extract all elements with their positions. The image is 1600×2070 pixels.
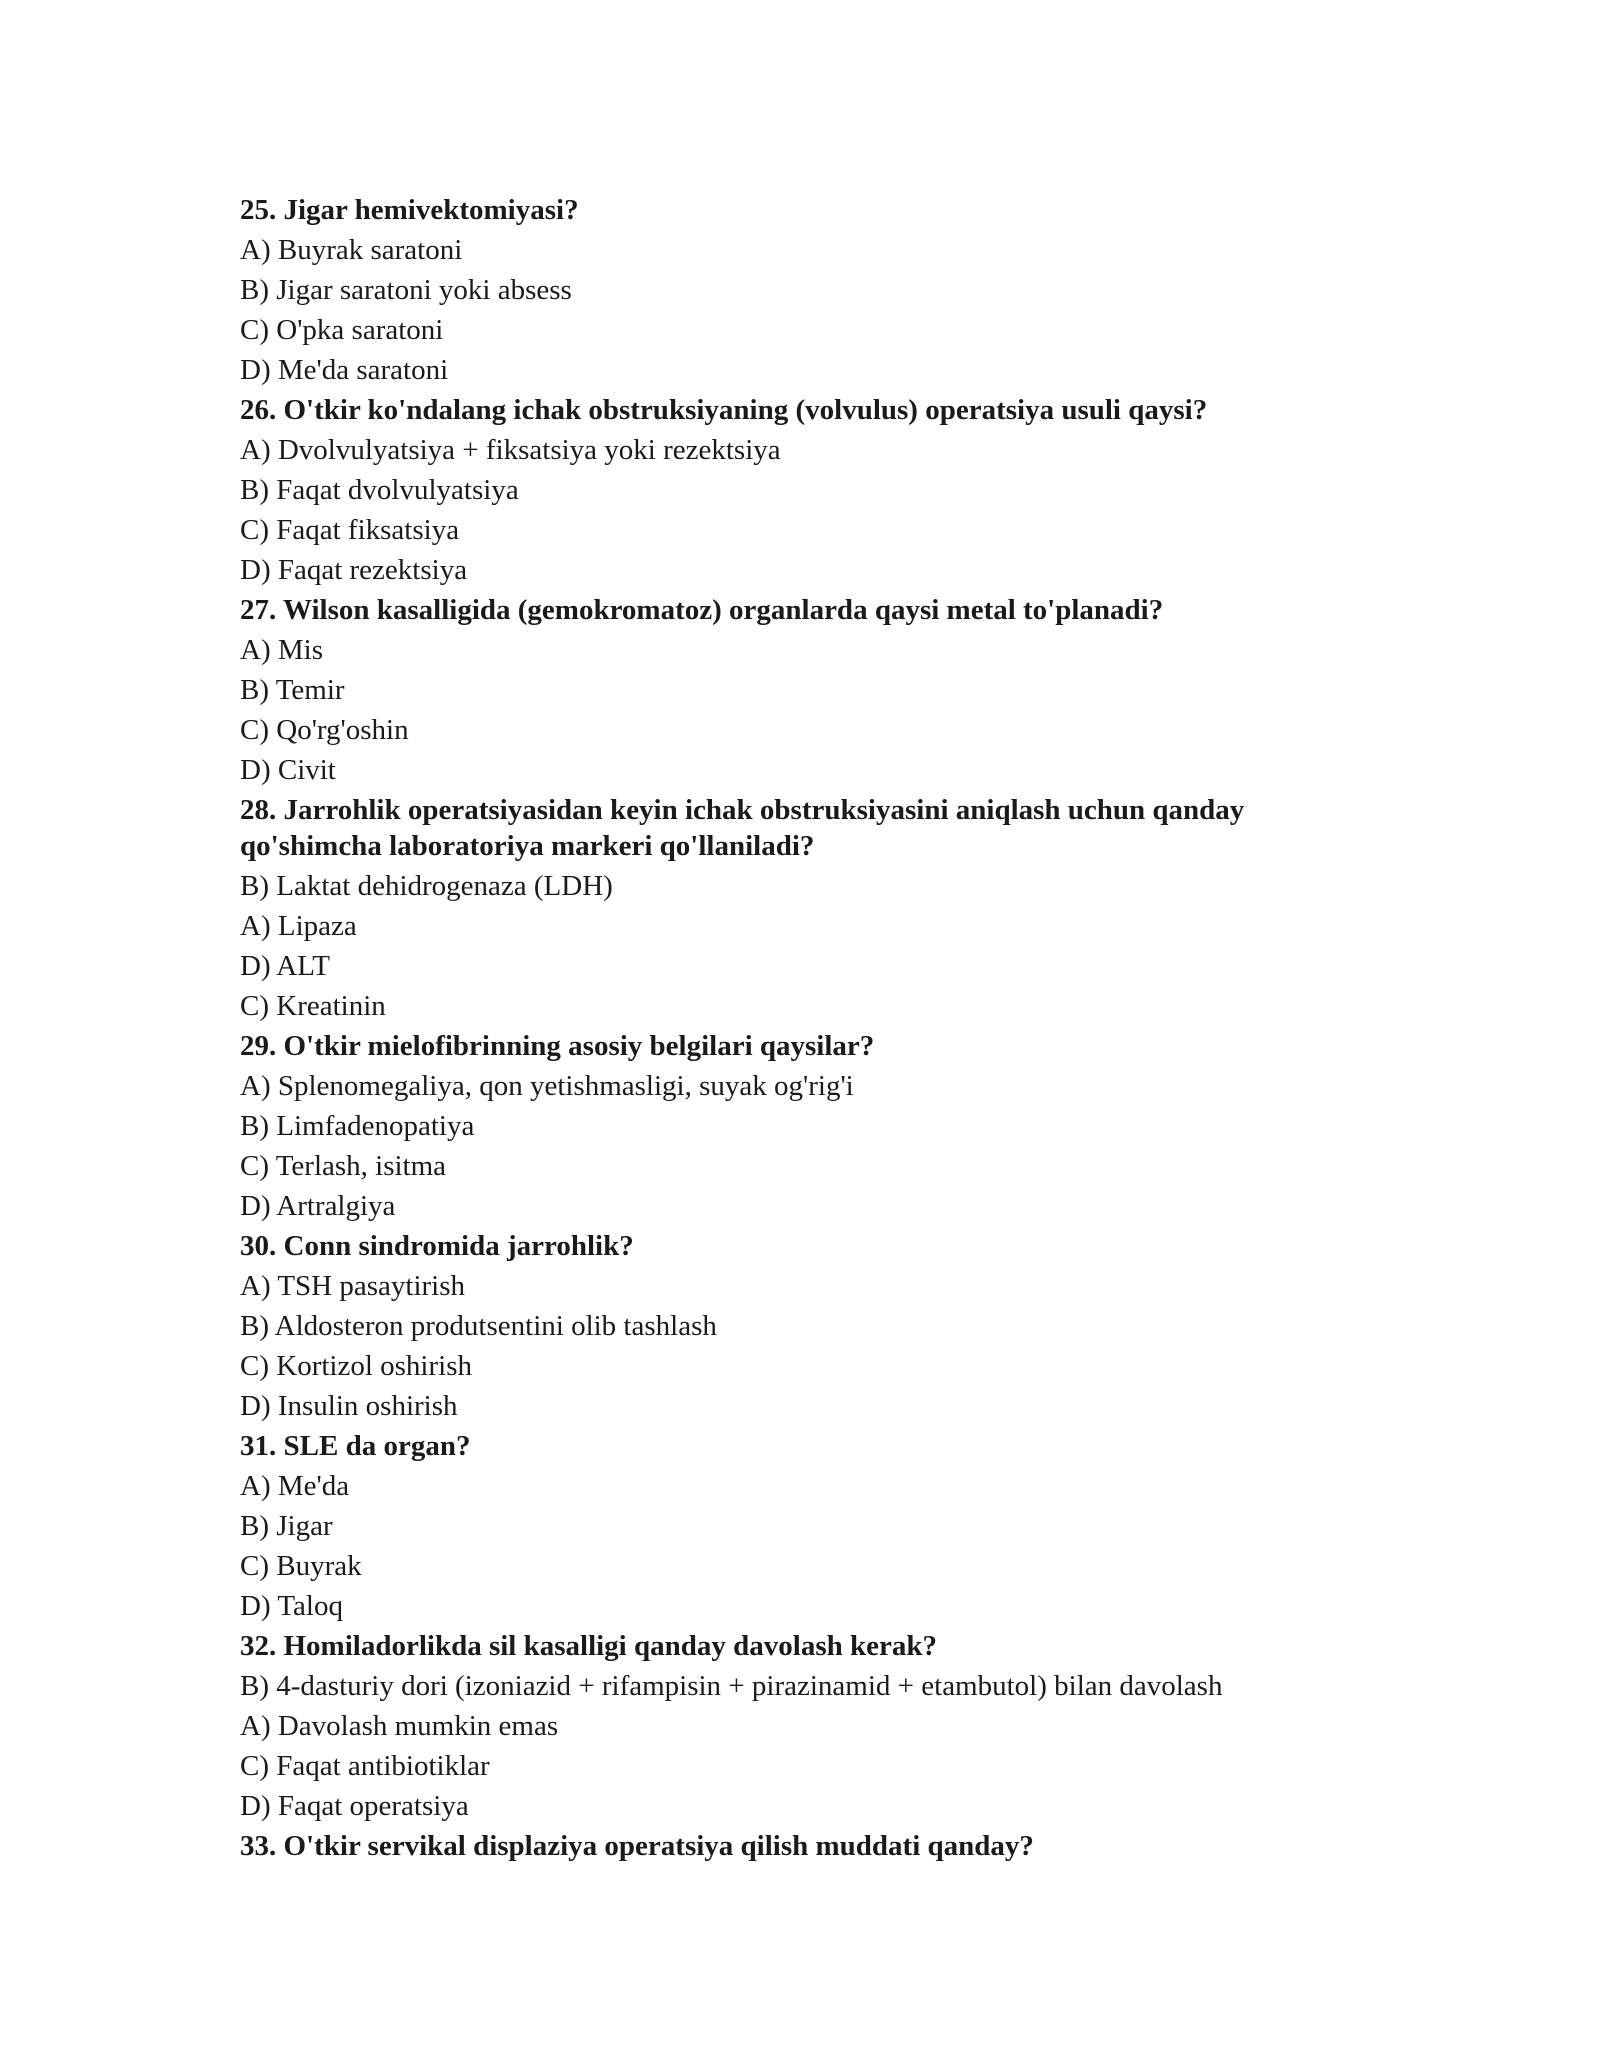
question-block-29 [240, 1026, 1390, 1226]
answer-option: D) Insulin oshirish [240, 1390, 458, 1422]
answer-option: B) Faqat dvolvulyatsiya [240, 474, 519, 506]
question-block-31 [240, 1426, 1390, 1626]
answer-option: C) Faqat antibiotiklar [240, 1750, 490, 1782]
answer-option: D) ALT [240, 950, 330, 982]
answer-option: D) Civit [240, 754, 336, 786]
question-title: 33. O'tkir servikal displaziya operatsiya qilish muddati qanday? [240, 1830, 1034, 1862]
question-block-26 [240, 390, 1390, 590]
answer-option: B) 4-dasturiy dori (izoniazid + rifampisin + pirazinamid + etambutol) bilan davolash [240, 1670, 1223, 1702]
question-title: 30. Conn sindromida jarrohlik? [240, 1230, 634, 1262]
answer-option: A) Davolash mumkin emas [240, 1710, 559, 1742]
question-block-28 [240, 790, 1390, 1026]
answer-option: A) Buyrak saratoni [240, 234, 463, 266]
question-block-30 [240, 1226, 1390, 1426]
question-title: 27. Wilson kasalligida (gemokromatoz) organlarda qaysi metal to'planadi? [240, 594, 1164, 626]
question-title: 28. Jarrohlik operatsiyasidan keyin ichak obstruksiyasini aniqlash uchun qanday qo'shimcha laboratoriya markeri qo'llaniladi? [240, 794, 1245, 862]
answer-option: A) TSH pasaytirish [240, 1270, 466, 1302]
question-title: 32. Homiladorlikda sil kasalligi qanday davolash kerak? [240, 1630, 937, 1662]
question-title: 25. Jigar hemivektomiyasi? [240, 194, 579, 226]
answer-option: B) Jigar saratoni yoki absess [240, 274, 572, 306]
question-title: 29. O'tkir mielofibrinning asosiy belgilari qaysilar? [240, 1030, 875, 1062]
answer-option: D) Taloq [240, 1590, 343, 1622]
answer-option: D) Me'da saratoni [240, 354, 449, 386]
answer-option: A) Mis [240, 634, 323, 666]
answer-option: A) Me'da [240, 1470, 350, 1502]
answer-option: C) O'pka saratoni [240, 314, 444, 346]
answer-option: D) Artralgiya [240, 1190, 396, 1222]
answer-option: B) Limfadenopatiya [240, 1110, 475, 1142]
answer-option: D) Faqat rezektsiya [240, 554, 468, 586]
answer-option: C) Kreatinin [240, 990, 386, 1022]
answer-option: C) Buyrak [240, 1550, 362, 1582]
answer-option: B) Aldosteron produtsentini olib tashlash [240, 1310, 717, 1342]
answer-option: A) Splenomegaliya, qon yetishmasligi, suyak og'rig'i [240, 1070, 854, 1102]
question-title: 31. SLE da organ? [240, 1430, 471, 1462]
question-block-25 [240, 190, 1390, 390]
question-block-27 [240, 590, 1390, 790]
question-block-33 [240, 1826, 1390, 1866]
answer-option: C) Faqat fiksatsiya [240, 514, 460, 546]
answer-option: A) Dvolvulyatsiya + fiksatsiya yoki rezektsiya [240, 434, 781, 466]
answer-option: B) Laktat dehidrogenaza (LDH) [240, 870, 613, 902]
question-block-32 [240, 1626, 1390, 1826]
question-title: 26. O'tkir ko'ndalang ichak obstruksiyaning (volvulus) operatsiya usuli qaysi? [240, 394, 1208, 426]
answer-option: A) Lipaza [240, 910, 357, 942]
answer-option: B) Jigar [240, 1510, 333, 1542]
answer-option: C) Terlash, isitma [240, 1150, 447, 1182]
answer-option: C) Qo'rg'oshin [240, 714, 409, 746]
document-page [240, 190, 1390, 1866]
answer-option: D) Faqat operatsiya [240, 1790, 469, 1822]
answer-option: B) Temir [240, 674, 345, 706]
answer-option: C) Kortizol oshirish [240, 1350, 472, 1382]
